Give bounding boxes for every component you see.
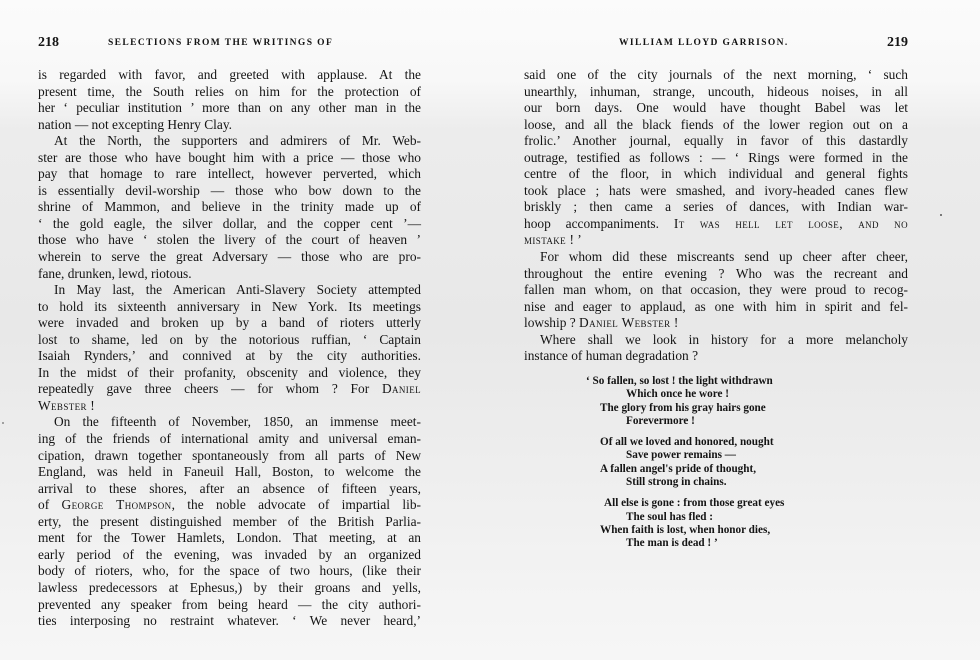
text-line: ment for the Tower Hamlets, London. That meeting, at an xyxy=(38,530,421,546)
text-line: were invaded and broken up by a band of rioters utterly xyxy=(38,315,421,331)
text-line: lawless predecessors at Ephesus,) by their groans and yells, xyxy=(38,579,421,595)
poem-quotation xyxy=(586,375,826,559)
running-head-left xyxy=(38,36,421,54)
text-line: In May last, the American Anti-Slavery Society attempted xyxy=(54,282,421,298)
poem-line: A fallen angel's pride of thought, xyxy=(600,462,757,475)
left-page xyxy=(38,0,421,660)
scan-speck xyxy=(940,214,942,216)
text-line: centre of the floor, in which individual and general fights xyxy=(524,166,908,182)
text-line: ties interposing no restraint whatever. ‘ We never heard,’ xyxy=(38,613,421,629)
poem-line: The glory from his gray hairs gone xyxy=(600,401,766,414)
text-line: England, was held in Faneuil Hall, Boston, to welcome the xyxy=(38,464,421,480)
text-line: ‘ the gold eagle, the silver dollar, and the copper cent ’— xyxy=(38,215,421,231)
text-line: our born days. One would have thought Babel was let xyxy=(524,100,908,116)
poem-line: The soul has fled : xyxy=(626,510,714,523)
text-line: mistake ! ’ xyxy=(524,232,582,248)
text-line: briskly ; then came a series of dances, with Indian war- xyxy=(524,199,908,215)
left-page-body-text xyxy=(38,67,421,630)
text-line: lost to shame, led on by the notorious ruffian, ‘ Captain xyxy=(38,331,421,347)
poem-stanza xyxy=(586,497,826,550)
text-line: arrival to these shores, after an absence of fifteen years, xyxy=(38,480,421,496)
text-line: said one of the city journals of the next morning, ‘ such xyxy=(524,67,908,82)
text-line: Webster ! xyxy=(38,397,95,413)
text-line: shrine of Mammon, and believe in the trinity made up of xyxy=(38,199,421,215)
text-line: present time, the South relies on him for the protection of xyxy=(38,83,421,99)
poem-line: Still strong in chains. xyxy=(626,476,727,489)
text-line: to hold its sixteenth anniversary in New York. Its meetings xyxy=(38,298,421,314)
text-line: fallen man whom, on that occasion, they were proud to recog- xyxy=(524,282,908,298)
poem-line: The man is dead ! ’ xyxy=(626,537,718,550)
poem-line: All else is gone : from those great eyes xyxy=(604,497,785,510)
poem-line: Of all we loved and honored, nought xyxy=(600,436,774,449)
text-line: fane, drunken, lewd, riotous. xyxy=(38,265,192,281)
text-line: of George Thompson, the noble advocate of impartial lib- xyxy=(38,497,421,513)
text-line: For whom did these miscreants send up cheer after cheer, xyxy=(540,249,908,265)
text-line: Where shall we look in history for a more melancholy xyxy=(540,331,908,347)
text-line: unearthly, inhuman, strange, uncouth, hideous noises, in all xyxy=(524,83,908,99)
poem-line: Which once he wore ! xyxy=(626,388,729,401)
poem-line: Forevermore ! xyxy=(626,414,695,427)
poem-line: When faith is lost, when honor dies, xyxy=(600,523,771,536)
text-line: At the North, the supporters and admirers of Mr. Web- xyxy=(54,133,421,149)
running-title-left: SELECTIONS FROM THE WRITINGS OF xyxy=(108,38,334,48)
text-line: wherein to serve the great Adversary — those who are pro- xyxy=(38,249,421,265)
text-line: her ‘ peculiar institution ’ more than on any other man in the xyxy=(38,100,421,116)
text-line: hoop accompaniments. It was hell let loose, and no xyxy=(524,215,908,231)
text-line: prevented any speaker from being heard — the city authori- xyxy=(38,596,421,612)
text-line: instance of human degradation ? xyxy=(524,348,699,364)
poem-stanza xyxy=(586,375,826,428)
text-line: nise and eager to applaud, as one with him in spirit and fel- xyxy=(524,298,908,314)
page-number-left: 218 xyxy=(38,35,59,50)
text-line: nation — not excepting Henry Clay. xyxy=(38,116,232,132)
scan-speck xyxy=(2,422,4,424)
text-line: took place ; hats were smashed, and ivory-headed canes flew xyxy=(524,182,908,198)
text-line: is essentially devil-worship — those who bow down to the xyxy=(38,182,421,198)
running-head-right xyxy=(524,36,908,54)
text-line: repeatedly gave three cheers — for whom ? For Daniel xyxy=(38,381,421,397)
text-line: is regarded with favor, and greeted with applause. At the xyxy=(38,67,421,82)
text-line: ing of the friends of international amity and universal eman- xyxy=(38,431,421,447)
text-line: On the fifteenth of November, 1850, an immense meet- xyxy=(54,414,421,430)
text-line: erty, the present distinguished member of the British Parlia- xyxy=(38,513,421,529)
text-line: throughout the entire evening ? Who was the recreant and xyxy=(524,265,908,281)
text-line: pay that homage to rare intellect, however perverted, which xyxy=(38,166,421,182)
text-line: loose, and all the black fiends of the lower region out on a xyxy=(524,116,908,132)
text-line: In the midst of their profanity, obscenity and violence, they xyxy=(38,364,421,380)
running-title-right: WILLIAM LLOYD GARRISON. xyxy=(619,38,789,48)
poem-line: ‘ So fallen, so lost ! the light withdrawn xyxy=(586,375,773,387)
right-page-body-text xyxy=(524,67,908,365)
poem-line: Save power remains — xyxy=(626,449,736,462)
page-number-right: 219 xyxy=(887,35,908,50)
text-line: cipation, drawn together spontaneously from all parts of New xyxy=(38,447,421,463)
text-line: early period of the evening, was invaded by an organized xyxy=(38,546,421,562)
poem-stanza xyxy=(586,436,826,489)
text-line: lowship ? Daniel Webster ! xyxy=(524,315,679,331)
text-line: outrage, testified as follows : — ‘ Rings were formed in the xyxy=(524,149,908,165)
text-line: those who have ‘ stolen the livery of the court of heaven ’ xyxy=(38,232,421,248)
right-page xyxy=(524,0,908,660)
text-line: ster are those who have bought him with a price — those who xyxy=(38,149,421,165)
text-line: Isaiah Rynders,’ and connived at by the city authorities. xyxy=(38,348,421,364)
text-line: frolic.’ Another journal, equally in favor of this dastardly xyxy=(524,133,908,149)
text-line: body of rioters, who, for the space of two hours, (like their xyxy=(38,563,421,579)
